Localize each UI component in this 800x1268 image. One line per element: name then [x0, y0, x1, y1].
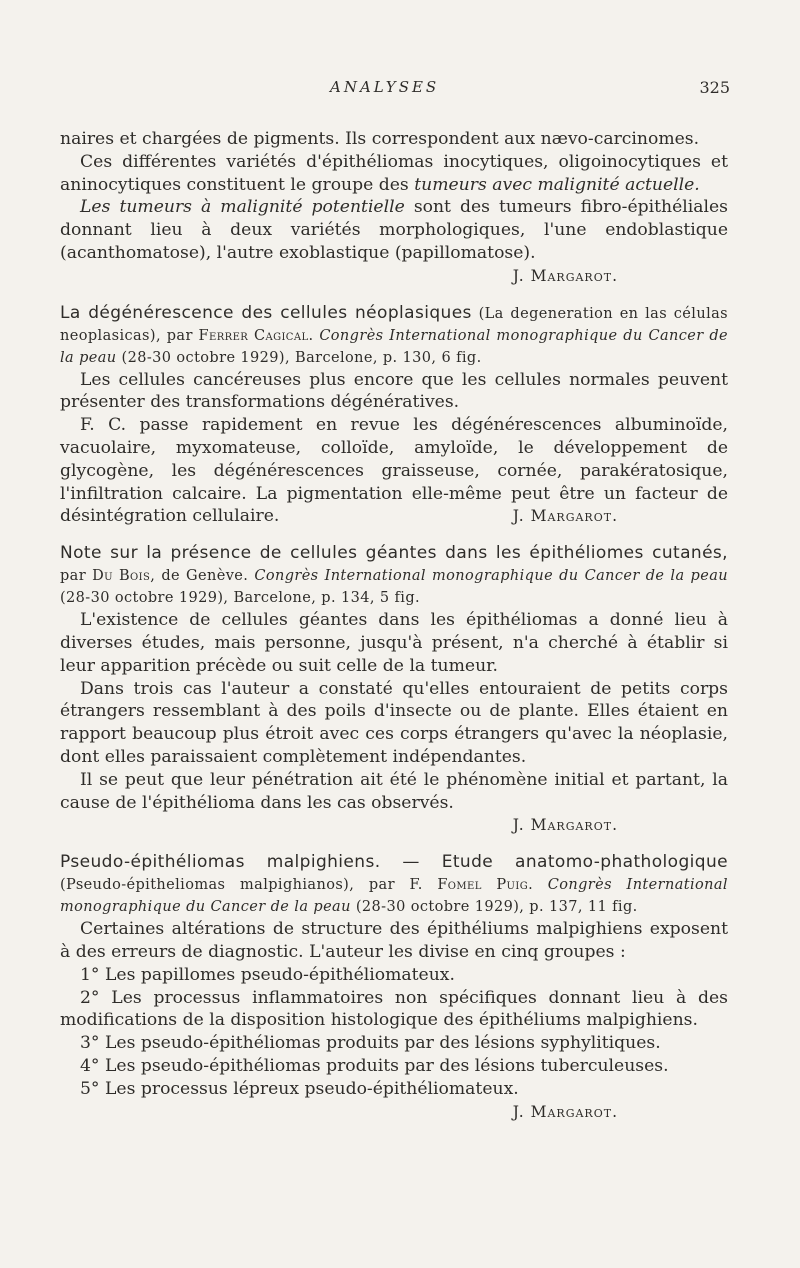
list-item: 4° Les pseudo-épithéliomas produits par des lésions tuberculeuses.: [80, 1055, 669, 1076]
paragraph-text: F. C. passe rapidement en revue les dégénérescences albuminoïde, vacuolaire, myxomateuse, colloïde, amyloïde, le développement de glycogène, les dégénérescences graisseuse, cornée, parakératosique, l'infiltration calcaire. La pigmentation elle-même peut être un facteur de désintégration cellulaire.: [60, 415, 728, 527]
citation-text: par: [60, 568, 93, 585]
citation-text: (La degeneration en las células neoplasicas), par: [60, 305, 728, 344]
article-title: Pseudo-épithéliomas malpighiens. — Etude anatomo-phathologique: [60, 852, 728, 873]
article-header: [60, 302, 728, 369]
article-title: La dégénérescence des cellules néoplasiques: [60, 302, 472, 323]
citation-text: , de Genève.: [150, 568, 255, 585]
citation-text: .: [528, 877, 548, 894]
article-degenerescence: [60, 302, 728, 529]
emphasis: Les tumeurs à malignité potentielle: [80, 197, 405, 218]
signature: J. Margarot.: [512, 507, 618, 526]
paragraph: naires et chargées de pigments. Ils correspondent aux nævo-carcinomes.: [60, 129, 700, 149]
venue: Congrès International monographique du Cancer de la peau: [60, 877, 728, 916]
citation-text: .: [308, 327, 320, 344]
article-header: [60, 851, 728, 918]
list-item: 5° Les processus lépreux pseudo-épithéliomateux.: [80, 1078, 519, 1099]
emphasis: tumeurs avec malignité actuelle.: [414, 174, 700, 195]
signature: J. Margarot.: [512, 1102, 618, 1121]
paragraph: Les cellules cancéreuses plus encore que les cellules normales peuvent présenter des transformations dégénératives.: [60, 369, 728, 413]
intro-section: [60, 128, 728, 288]
paragraph: Il se peut que leur pénétration ait été le phénomène initial et partant, la cause de l'épithélioma dans les cas observés.: [60, 769, 728, 813]
paragraph: Certaines altérations de structure des épithéliums malpighiens exposent à des erreurs de diagnostic. L'auteur les divise en cinq groupes :: [60, 919, 728, 962]
article-header: [60, 542, 728, 609]
list-item: 3° Les pseudo-épithéliomas produits par des lésions syphylitiques.: [80, 1033, 661, 1054]
paragraph-text: Ces différentes variétés d'épithéliomas inocytiques, oligoinocytiques et aninocytiques constituent le groupe des: [60, 151, 728, 195]
author-name: Ferrer Cagical: [198, 327, 309, 344]
signature: J. Margarot.: [512, 816, 618, 835]
paragraph-text: sont des tumeurs fibro-épithéliales donnant lieu à deux variétés morphologiques, l'une endoblastique (acanthomatose), l'autre exoblastique (papillomatose).: [60, 197, 729, 263]
venue: Congrès International monographique du Cancer de la peau: [60, 327, 728, 366]
paragraph: [60, 196, 728, 264]
running-head: [0, 78, 800, 108]
paragraph: [60, 151, 728, 197]
page-body: [60, 128, 728, 1123]
page-number: 325: [699, 78, 730, 97]
list-item: 1° Les papillomes pseudo-épithéliomateux.: [80, 964, 455, 985]
signature: J. Margarot.: [512, 266, 618, 285]
paragraph: [60, 414, 728, 528]
author-name: F. Fomel Puig: [409, 877, 529, 894]
list-item: 2° Les processus inflammatoires non spécifiques donnant lieu à des modifications de la disposition histologique des épithéliums malpighiens.: [60, 987, 728, 1031]
running-title: ANALYSES: [330, 78, 440, 96]
citation-text: (28-30 octobre 1929), p. 137, 11 fig.: [350, 899, 638, 916]
article-pseudo-epitheliomas: [60, 851, 728, 1123]
citation-text: (28-30 octobre 1929), Barcelone, p. 130, 6 fig.: [116, 349, 482, 366]
article-title: Note sur la présence de cellules géantes dans les épithéliomes cutanés,: [60, 543, 728, 564]
citation-text: (28-30 octobre 1929), Barcelone, p. 134, 5 fig.: [60, 590, 421, 607]
article-cellules-geantes: [60, 542, 728, 837]
citation-text: (Pseudo-épitheliomas malpighianos), par: [60, 877, 410, 894]
paragraph: L'existence de cellules géantes dans les épithéliomas a donné lieu à diverses études, mais personne, jusqu'à présent, n'a cherché à établir si leur apparition précède ou suit celle de la tumeur.: [60, 610, 728, 676]
paragraph: Dans trois cas l'auteur a constaté qu'elles entouraient de petits corps étrangers ressemblant à des poils d'insecte ou de plante. Elles étaient en rapport beaucoup plus étroit avec ces corps étrangers qu'avec la néoplasie, dont elles paraissaient complètement indépendantes.: [60, 678, 728, 767]
venue: Congrès International monographique du Cancer de la peau: [254, 568, 728, 585]
author-name: Du Bois: [92, 568, 151, 585]
